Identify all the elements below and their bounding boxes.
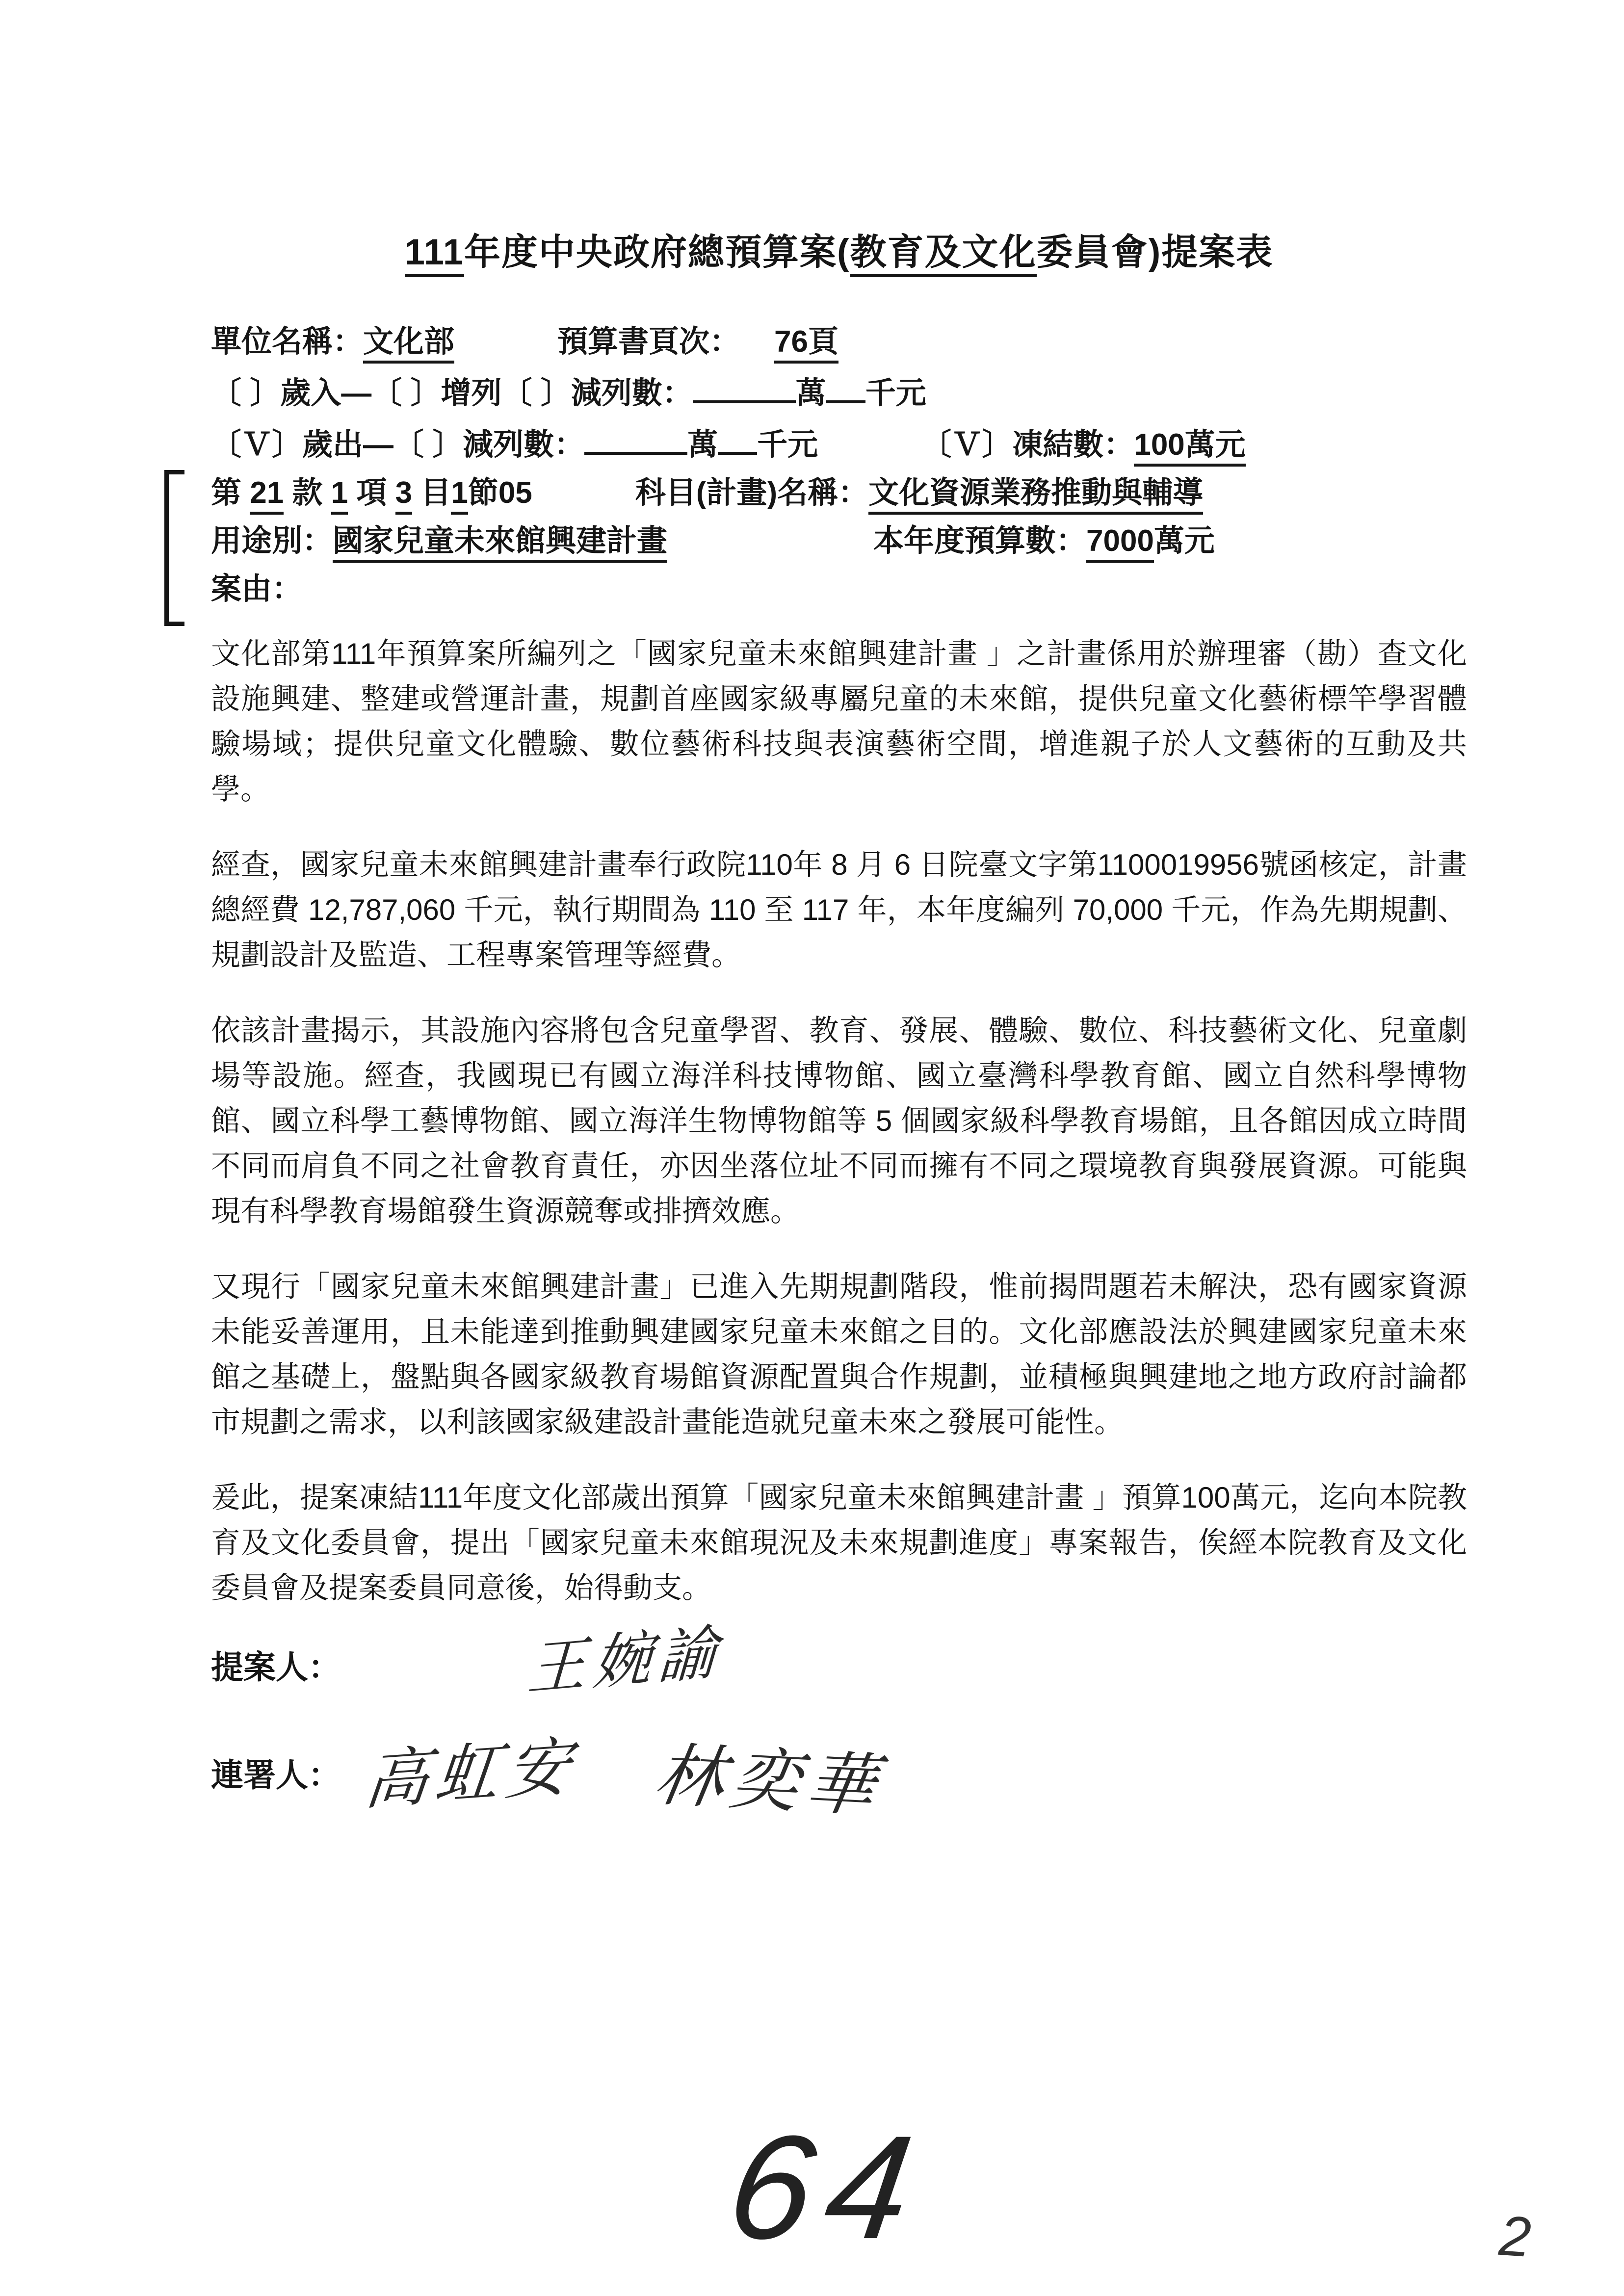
row-case: [211, 574, 1467, 604]
item-mu-value: 3: [395, 476, 412, 515]
decrease-label: 減列數：: [463, 428, 585, 462]
row-unit: [211, 327, 1467, 357]
budget-page-label: 預算書頁次：: [557, 325, 740, 359]
blank-underline: [718, 426, 757, 455]
wan-unit: 萬: [687, 428, 718, 462]
case-label: 案由：: [211, 572, 303, 606]
cosigner-row: [211, 1730, 1467, 1825]
expenditure-label: 歲出—: [302, 428, 394, 462]
handwritten-page-number: 64: [719, 2105, 936, 2270]
corner-page-number: 2: [1497, 2204, 1533, 2270]
expenditure-checkbox-checked: 〔Ｖ〕: [211, 428, 303, 462]
decrease-checkbox: 〔 〕: [393, 428, 463, 462]
usage-label: 用途別：: [211, 524, 333, 558]
item-code: 05: [498, 476, 532, 510]
left-bracket: [164, 470, 180, 626]
row-revenue: [211, 375, 1467, 409]
document-title: [211, 223, 1467, 275]
qianyuan-unit: 千元: [757, 428, 818, 462]
row-usage: [211, 526, 1467, 556]
item-jie-value: 1: [451, 476, 468, 515]
paragraph: 又現行「國家兒童未來館興建計畫」已進入先期規劃階段，惟前揭問題若未解決，恐有國家資源未能妥善運用，且未能達到推動興建國家兒童未來館之目的。文化部應設法於興建國家兒童未來館之基礎上，盤點與各國家級教育場館資源配置與合作規劃，並積極與興建地之地方政府討論都市規劃之需求，以利該國家級建設計畫能造就兒童未來之發展可能性。: [211, 1270, 1467, 1438]
freeze-amount: 100萬元: [1134, 428, 1245, 467]
freeze-checkbox-checked: 〔Ｖ〕: [921, 428, 1013, 462]
title-year: 111: [405, 232, 464, 277]
case-body: [211, 631, 1467, 1611]
blank-underline: [584, 426, 687, 455]
cosigner-signature-1: 高虹安: [361, 1730, 581, 1817]
unit-name-label: 單位名稱：: [211, 325, 364, 359]
title-committee: 教育及文化: [850, 232, 1037, 277]
blank-underline: [826, 375, 865, 403]
row-item: [211, 478, 1467, 508]
form-header: [211, 327, 1467, 604]
annual-budget-label: 本年度預算數：: [873, 524, 1087, 558]
annual-budget-unit: 萬元: [1153, 524, 1215, 558]
cosigner-label: 連署人：: [211, 1757, 341, 1793]
increase-checkbox: 〔 〕: [371, 376, 441, 410]
item-kuan-value: 21: [250, 476, 284, 515]
revenue-label: 歲入—: [280, 376, 372, 410]
paragraph: 依該計畫揭示，其設施內容將包含兒童學習、教育、發展、體驗、數位、科技藝術文化、兒童劇場等設施。經查，我國現已有國立海洋科技博物館、國立臺灣科學教育館、國立自然科學博物館、國立科學工藝博物館、國立海洋生物博物館等 5 個國家級科學教育場館，且各館因成立時間不同而肩負不同之社會教育責任，亦因坐落位址不同而擁有不同之環境教育與發展資源。可能與現有科學教育場館發生資源競奪或排擠效應。: [211, 1014, 1467, 1227]
paragraph: 爰此，提案凍結111年度文化部歲出預算「國家兒童未來館興建計畫 」預算100萬元，迄向本院教育及文化委員會，提出「國家兒童未來館現況及未來規劃進度」專案報告，俟經本院教育及文化委員會及提案委員同意後，始得動支。: [211, 1481, 1467, 1604]
increase-label: 增列: [441, 376, 502, 410]
usage-value: 國家兒童未來館興建計畫: [333, 524, 667, 563]
paragraph: 文化部第111年預算案所編列之「國家兒童未來館興建計畫 」之計畫係用於辦理審（勘）查文化設施興建、整建或營運計畫，規劃首座國家級專屬兒童的未來館，提供兒童文化藝術標竿學習體驗場域；提供兒童文化體驗、數位藝術科技與表演藝術空間，增進親子於人文藝術的互動及共學。: [211, 637, 1467, 806]
proposer-row: [211, 1618, 1467, 1703]
freeze-label: 凍結數：: [1012, 428, 1134, 462]
item-t4: 目: [420, 476, 451, 510]
decrease-label: 減列數：: [571, 376, 693, 410]
subject-value: 文化資源業務推動與輔導: [868, 476, 1203, 515]
qianyuan-unit: 千元: [865, 376, 926, 410]
item-t1: 第: [211, 476, 242, 510]
revenue-checkbox: 〔 〕: [211, 376, 281, 410]
proposer-signature: 王婉諭: [525, 1618, 726, 1703]
title-part2: 委員會)提案表: [1036, 232, 1274, 272]
row-expenditure: [211, 426, 1467, 460]
annual-budget-value: 7000: [1086, 524, 1154, 563]
cosigner-signature-2: 林奕華: [650, 1736, 889, 1825]
subject-label: 科目(計畫)名稱：: [635, 476, 869, 510]
wan-unit: 萬: [795, 376, 826, 410]
item-t3: 項: [356, 476, 387, 510]
proposer-label: 提案人：: [211, 1649, 341, 1685]
title-part1: 年度中央政府總預算案(: [464, 232, 850, 272]
item-xiang-value: 1: [331, 476, 348, 515]
budget-page-value: 76頁: [774, 325, 838, 364]
paragraph: 經查，國家兒童未來館興建計畫奉行政院110年 8 月 6 日院臺文字第1100019956號函核定，計畫總經費 12,787,060 千元，執行期間為 110 至 117 年，本年度編列 70,000 千元，作為先期規劃、規劃設計及監造、工程專案管理等經費。: [211, 848, 1467, 971]
decrease-checkbox: 〔 〕: [501, 376, 571, 410]
blank-underline: [693, 375, 796, 403]
unit-name-value: 文化部: [363, 325, 454, 364]
item-t5: 節: [468, 476, 498, 510]
item-t2: 款: [292, 476, 323, 510]
